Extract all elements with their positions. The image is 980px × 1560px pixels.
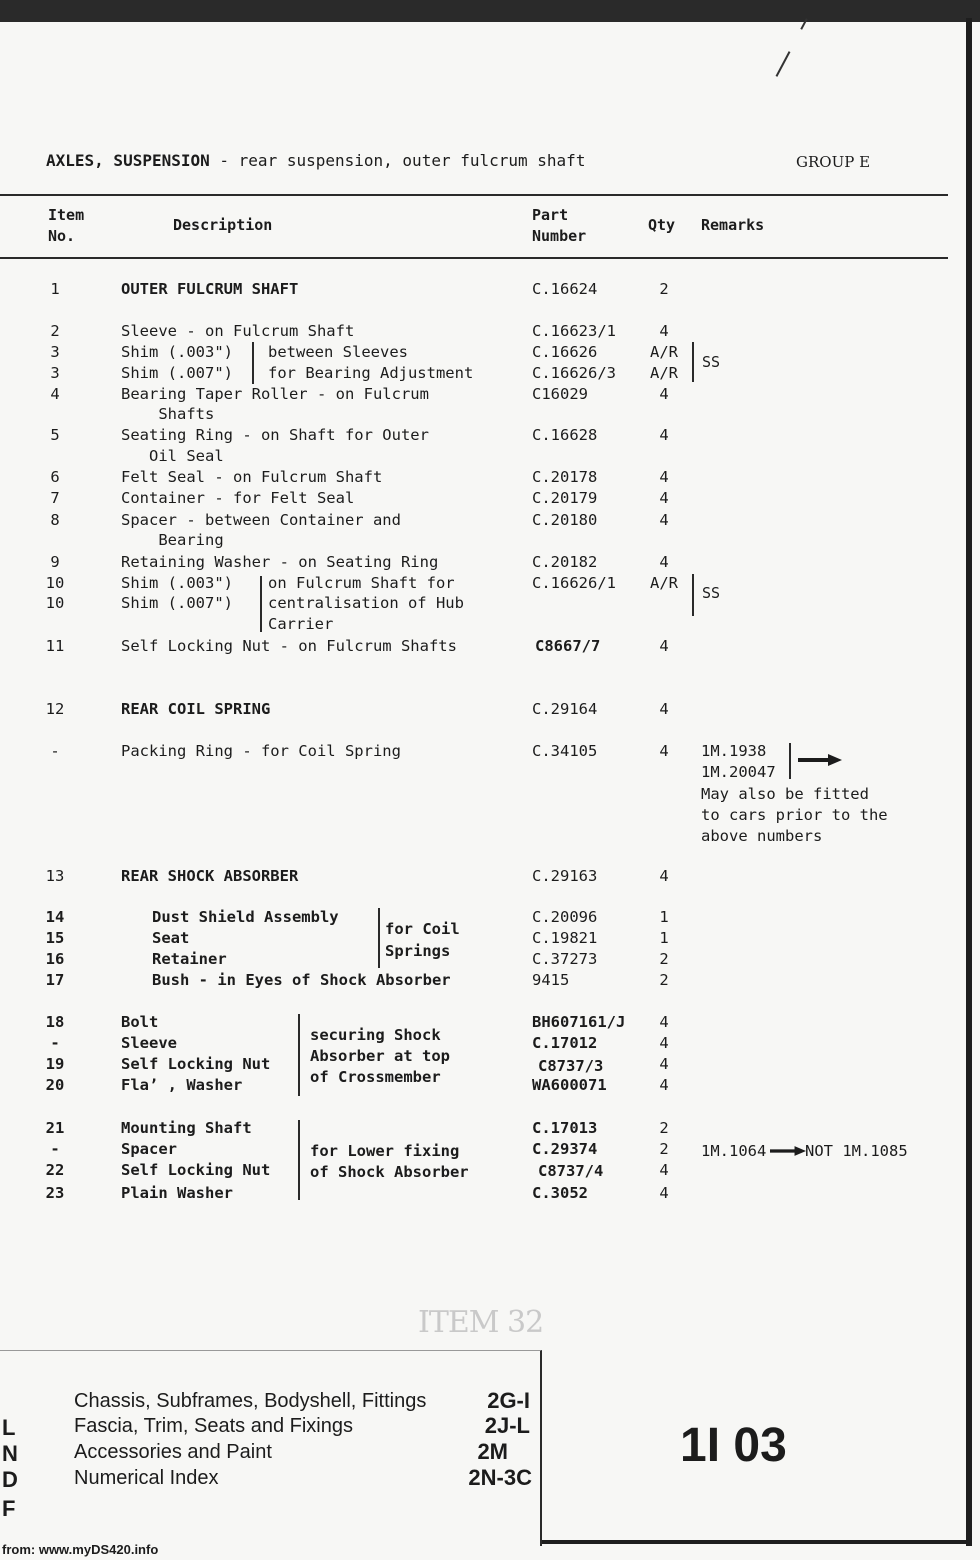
index-code: 2G-I <box>487 1388 530 1413</box>
group-bracket <box>378 908 380 968</box>
qty: 4 <box>659 1013 669 1031</box>
item-no: 8 <box>50 511 60 529</box>
qty: 1 <box>659 908 669 926</box>
qty: 4 <box>659 385 669 403</box>
item-description: REAR SHOCK ABSORBER <box>121 867 299 885</box>
section-title: AXLES, SUSPENSION <box>46 151 210 170</box>
remark-note: above numbers <box>701 827 823 845</box>
item-no: 5 <box>50 426 60 444</box>
remark-chassis-to: NOT 1M.1085 <box>805 1142 908 1160</box>
remarks-bracket <box>789 743 791 779</box>
part-number: C.20096 <box>532 908 598 926</box>
qty: 4 <box>659 553 669 571</box>
item-no: 21 <box>45 1119 65 1137</box>
index-label: Chassis, Subframes, Bodyshell, Fittings <box>74 1390 427 1412</box>
qty: 1 <box>659 929 669 947</box>
part-number: 9415 <box>532 971 570 989</box>
edge-letter: F <box>2 1496 16 1521</box>
edge-letter: N <box>2 1441 18 1466</box>
qty: 4 <box>659 1184 669 1202</box>
part-number: C.29164 <box>532 700 598 718</box>
remark-ss: SS <box>702 584 721 602</box>
item-description: Seating Ring - on Shaft for Outer <box>121 426 429 444</box>
item-description: Spacer - between Container and <box>121 511 401 529</box>
item-no: 1 <box>50 280 60 298</box>
col-description-header: Description <box>173 216 273 234</box>
part-number: C16029 <box>532 385 588 403</box>
item-description: Self Locking Nut <box>121 1055 271 1073</box>
col-qty-header: Qty <box>648 216 676 234</box>
group-bracket <box>252 342 254 384</box>
part-number: C.16626/3 <box>532 364 616 382</box>
part-number: C8737/4 <box>538 1162 604 1180</box>
item-description: Bearing Taper Roller - on Fulcrum <box>121 385 429 403</box>
item-description: Plain Washer <box>121 1184 233 1202</box>
edge-letter: D <box>2 1467 18 1492</box>
part-number: WA600071 <box>532 1076 607 1094</box>
item-no: 2 <box>50 322 60 340</box>
item-no: - <box>50 742 60 760</box>
item-description: Bolt <box>121 1013 159 1031</box>
part-number: C.29374 <box>532 1140 598 1158</box>
scan-top-border <box>0 0 980 22</box>
item-description: Container - for Felt Seal <box>121 489 355 507</box>
right-arrow-icon <box>798 754 842 766</box>
item-description: Self Locking Nut - on Fulcrum Shafts <box>121 637 457 655</box>
group-note: Carrier <box>268 615 334 633</box>
qty: 4 <box>659 426 669 444</box>
group-note: of Shock Absorber <box>310 1163 469 1181</box>
qty: 4 <box>659 637 669 655</box>
group-note: for Lower fixing <box>310 1142 460 1160</box>
part-number: C8737/3 <box>538 1057 604 1075</box>
remark-chassis-to: 1M.20047 <box>701 763 776 781</box>
remarks-bracket <box>692 342 694 382</box>
scan-bottom-border <box>540 1540 970 1544</box>
group-label: GROUP E <box>796 153 871 171</box>
item-description: Retainer <box>152 950 227 968</box>
remark-chassis-from: 1M.1938 <box>701 742 767 760</box>
col-part-header: Part Number <box>532 206 587 245</box>
group-note: Springs <box>385 942 451 960</box>
scan-right-border <box>966 18 972 1546</box>
qty: 4 <box>659 322 669 340</box>
faded-stamp: ITEM 32 <box>418 1305 544 1340</box>
part-number: C.20178 <box>532 468 598 486</box>
item-no: 17 <box>45 971 65 989</box>
item-description: Felt Seal - on Fulcrum Shaft <box>121 468 383 486</box>
right-arrow-icon <box>770 1145 806 1157</box>
qty: A/R <box>650 574 678 592</box>
qty: 4 <box>659 468 669 486</box>
item-no: 7 <box>50 489 60 507</box>
remark-chassis-from: 1M.1064 <box>701 1142 767 1160</box>
item-no: 16 <box>45 950 65 968</box>
part-number: BH607161/J <box>532 1013 626 1031</box>
fiche-number: 1I 03 <box>680 1419 787 1472</box>
qty: 2 <box>659 950 669 968</box>
item-no: 14 <box>45 908 65 926</box>
item-no: 20 <box>45 1076 65 1094</box>
item-no: 9 <box>50 553 60 571</box>
item-description: Seat <box>152 929 190 947</box>
item-no: 22 <box>45 1161 65 1179</box>
col-item-header: Item No. <box>48 206 85 245</box>
part-number: C.29163 <box>532 867 598 885</box>
item-no: 4 <box>50 385 60 403</box>
group-note: of Crossmember <box>310 1068 441 1086</box>
part-number: C.20179 <box>532 489 598 507</box>
group-note: for Bearing Adjustment <box>268 364 474 382</box>
qty: A/R <box>650 364 678 382</box>
part-number: C.37273 <box>532 950 598 968</box>
part-number: C.20180 <box>532 511 598 529</box>
item-no: 13 <box>45 867 65 885</box>
item-description: Dust Shield Assembly <box>152 908 339 926</box>
item-no: - <box>50 1140 60 1158</box>
qty: 4 <box>659 700 669 718</box>
part-number: C.16623/1 <box>532 322 616 340</box>
part-number: C.16624 <box>532 280 598 298</box>
item-description: Mounting Shaft <box>121 1119 252 1137</box>
remark-note: May also be fitted <box>701 785 869 803</box>
page-title <box>46 151 585 170</box>
group-note: centralisation of Hub <box>268 594 464 612</box>
item-description: Shim (.003") <box>121 343 233 361</box>
item-description: Fla’ , Washer <box>121 1076 243 1094</box>
item-description: Shafts <box>121 405 215 423</box>
item-no: 6 <box>50 468 60 486</box>
item-description: Sleeve <box>121 1034 177 1052</box>
item-description: Shim (.007") <box>121 594 233 612</box>
header-rule-bottom <box>0 257 948 259</box>
item-description: Sleeve - on Fulcrum Shaft <box>121 322 355 340</box>
remark-ss: SS <box>702 353 721 371</box>
item-description: Oil Seal <box>121 447 224 465</box>
group-bracket <box>260 576 262 632</box>
part-number: C.34105 <box>532 742 598 760</box>
group-note: on Fulcrum Shaft for <box>268 574 455 592</box>
header-rule-top <box>0 194 948 196</box>
qty: 4 <box>659 742 669 760</box>
col-remarks-header: Remarks <box>701 216 765 234</box>
index-label: Accessories and Paint <box>74 1441 272 1463</box>
qty: 2 <box>659 1140 669 1158</box>
qty: 2 <box>659 280 669 298</box>
section-subtitle: - rear suspension, outer fulcrum shaft <box>209 151 586 170</box>
item-no: 10 <box>45 574 65 592</box>
part-number: C.17012 <box>532 1034 598 1052</box>
item-no: 23 <box>45 1184 65 1202</box>
part-number: C.16626 <box>532 343 598 361</box>
part-number: C.3052 <box>532 1184 588 1202</box>
source-footer: from: www.myDS420.info <box>2 1542 159 1557</box>
part-number: C.16626/1 <box>532 574 616 592</box>
item-no: 10 <box>45 594 65 612</box>
qty: 4 <box>659 511 669 529</box>
item-description: Retaining Washer - on Seating Ring <box>121 553 439 571</box>
item-no: 18 <box>45 1013 65 1031</box>
part-number: C.16628 <box>532 426 598 444</box>
qty: 4 <box>659 867 669 885</box>
item-description: Shim (.003") <box>121 574 233 592</box>
item-description: REAR COIL SPRING <box>121 700 271 718</box>
group-bracket <box>298 1120 300 1200</box>
pen-mark <box>776 51 791 77</box>
qty: 4 <box>659 1161 669 1179</box>
qty: 2 <box>659 971 669 989</box>
item-no: 15 <box>45 929 65 947</box>
index-code: 2J-L <box>484 1413 530 1438</box>
item-no: - <box>50 1034 60 1052</box>
item-no: 19 <box>45 1055 65 1073</box>
group-note: between Sleeves <box>268 343 408 361</box>
group-note: Absorber at top <box>310 1047 450 1065</box>
qty: 4 <box>659 489 669 507</box>
index-label: Numerical Index <box>74 1467 219 1489</box>
index-code: 2M <box>477 1439 508 1464</box>
edge-letter: L <box>2 1415 16 1440</box>
index-label: Fascia, Trim, Seats and Fixings <box>74 1415 353 1437</box>
qty: 2 <box>659 1119 669 1137</box>
item-description: Bearing <box>121 531 224 549</box>
index-code: 2N-3C <box>468 1465 532 1490</box>
item-description: Bush - in Eyes of Shock Absorber <box>152 971 451 989</box>
qty: A/R <box>650 343 678 361</box>
item-no: 12 <box>45 700 65 718</box>
part-number: C.20182 <box>532 553 598 571</box>
item-no: 11 <box>45 637 65 655</box>
item-description: Shim (.007") <box>121 364 233 382</box>
part-number: C8667/7 <box>535 637 601 655</box>
group-bracket <box>298 1014 300 1096</box>
group-note: for Coil <box>385 920 460 938</box>
qty: 4 <box>659 1076 669 1094</box>
item-no: 3 <box>50 343 60 361</box>
remark-note: to cars prior to the <box>701 806 888 824</box>
item-description: Packing Ring - for Coil Spring <box>121 742 401 760</box>
item-description: Self Locking Nut <box>121 1161 271 1179</box>
remarks-bracket <box>692 574 694 616</box>
part-number: C.17013 <box>532 1119 598 1137</box>
item-description: OUTER FULCRUM SHAFT <box>121 280 299 298</box>
item-no: 3 <box>50 364 60 382</box>
qty: 4 <box>659 1055 669 1073</box>
item-description: Spacer <box>121 1140 177 1158</box>
part-number: C.19821 <box>532 929 598 947</box>
qty: 4 <box>659 1034 669 1052</box>
group-note: securing Shock <box>310 1026 441 1044</box>
